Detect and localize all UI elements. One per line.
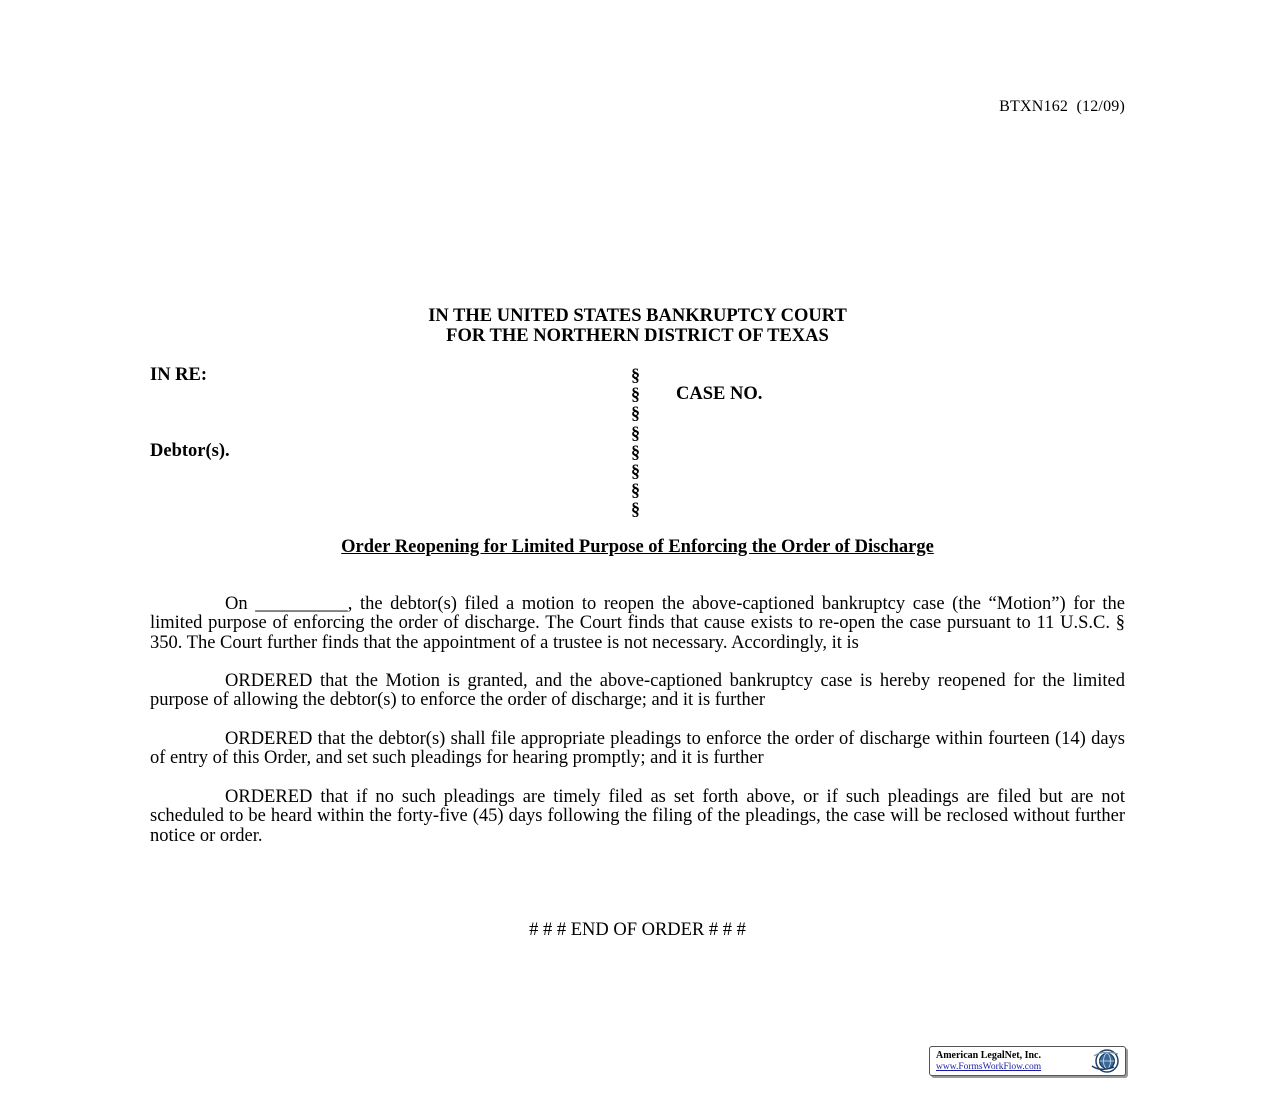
section-symbol: § [631, 461, 640, 482]
section-symbol: § [631, 384, 640, 405]
end-of-order: # # # END OF ORDER # # # [529, 920, 746, 940]
section-symbol: § [631, 499, 640, 520]
footer-logo-badge[interactable] [929, 1046, 1126, 1076]
logo-company-name: American LegalNet, Inc. [936, 1050, 1041, 1061]
case-number-label: CASE NO. [676, 384, 763, 404]
paragraph-ordered-granted: ORDERED that the Motion is granted, and the above-captioned bankruptcy case is hereby reopened for the limited purpose of allowing the debtor(s) to enforce the order of discharge; and it is further [150, 671, 1125, 711]
section-symbol: § [631, 480, 640, 501]
order-title: Order Reopening for Limited Purpose of Enforcing the Order of Discharge [341, 537, 934, 557]
paragraph-ordered-reclose: ORDERED that if no such pleadings are timely filed as set forth above, or if such pleadings are filed but are not scheduled to be heard within the forty-five (45) days following the filing of the pleadings, the case will be reclosed without further notice or order. [150, 786, 1125, 846]
debtors-label: Debtor(s). [150, 441, 230, 461]
section-symbol: § [631, 422, 640, 443]
section-symbol-column [631, 366, 640, 520]
order-body [150, 595, 1125, 865]
in-re-label: IN RE: [150, 365, 208, 385]
paragraph-motion-filed: On __________, the debtor(s) filed a motion to reopen the above-captioned bankruptcy case (the “Motion”) for the limited purpose of enforcing the order of discharge. The Court finds that cause exists to re-open the case pursuant to 11 U.S.C. § 350. The Court further finds that the appointment of a trustee is not necessary. Accordingly, it is [150, 594, 1125, 653]
section-symbol: § [631, 403, 640, 424]
form-id: BTXN162 (12/09) [999, 98, 1125, 115]
court-line-2: FOR THE NORTHERN DISTRICT OF TEXAS [446, 325, 829, 346]
globe-logo-icon [1088, 1048, 1122, 1074]
court-header [0, 307, 1275, 346]
logo-url-link[interactable]: www.FormsWorkFlow.com [936, 1062, 1042, 1072]
paragraph-ordered-pleadings: ORDERED that the debtor(s) shall file appropriate pleadings to enforce the order of discharge within fourteen (14) days of entry of this Order, and set such pleadings for hearing promptly; and it is further [150, 729, 1125, 769]
section-symbol: § [631, 441, 640, 462]
court-line-1: IN THE UNITED STATES BANKRUPTCY COURT [428, 306, 847, 326]
section-symbol: § [631, 365, 640, 385]
